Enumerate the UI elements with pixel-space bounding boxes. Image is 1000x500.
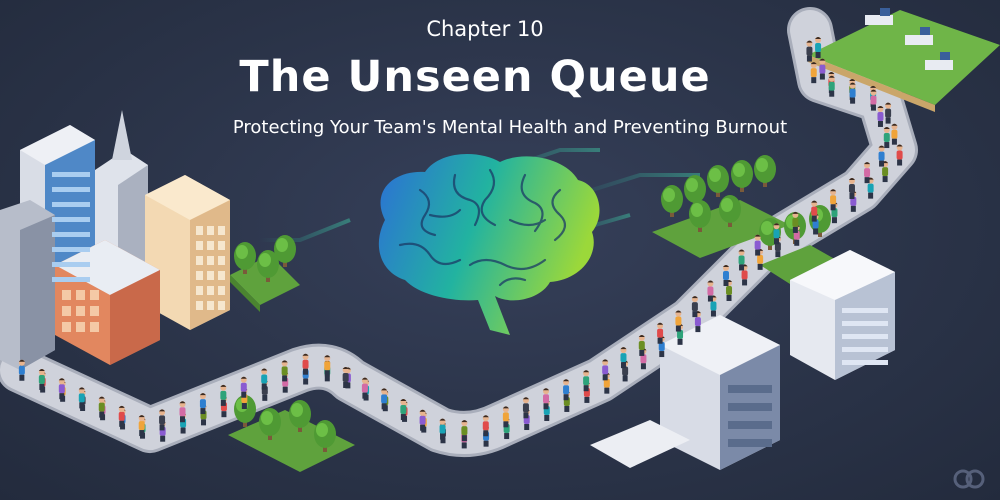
person-icon (220, 385, 226, 406)
person-icon (119, 406, 125, 427)
person-icon (159, 409, 165, 430)
person-icon (774, 223, 780, 244)
person-icon (461, 420, 467, 441)
person-icon (657, 323, 663, 344)
person-icon (707, 281, 713, 302)
person-icon (755, 235, 761, 256)
person-icon (897, 145, 903, 166)
person-icon (39, 369, 45, 390)
page-title: The Unseen Queue (239, 52, 711, 102)
person-icon (503, 406, 509, 427)
brain-icon (379, 154, 600, 335)
person-icon (523, 397, 529, 418)
person-icon (381, 388, 387, 409)
person-icon (180, 401, 186, 422)
person-icon (639, 335, 645, 356)
person-icon (620, 347, 626, 368)
person-icon (563, 379, 569, 400)
person-icon (79, 387, 85, 408)
left-buildings (0, 110, 230, 370)
logo-mark-icon (952, 468, 986, 490)
person-icon (583, 370, 589, 391)
person-icon (440, 419, 446, 440)
tree-icon (707, 165, 729, 197)
person-icon (830, 189, 836, 210)
person-icon (400, 399, 406, 420)
person-icon (200, 393, 206, 414)
person-icon (99, 397, 105, 418)
person-icon (303, 354, 309, 375)
person-icon (739, 249, 745, 270)
person-icon (675, 311, 681, 332)
person-icon (261, 369, 267, 390)
tree-icon (731, 160, 753, 192)
person-icon (543, 388, 549, 409)
person-icon (723, 265, 729, 286)
person-icon (602, 359, 608, 380)
person-icon (139, 415, 145, 436)
chapter-label: Chapter 10 (426, 17, 544, 41)
person-icon (811, 201, 817, 222)
person-icon (420, 410, 426, 431)
person-icon (692, 296, 698, 317)
person-icon (864, 162, 870, 183)
person-icon (343, 367, 349, 388)
page-subtitle: Protecting Your Team's Mental Health and Preventing Burnout (232, 117, 788, 138)
person-icon (879, 146, 885, 167)
person-icon (792, 212, 798, 233)
person-icon (483, 415, 489, 436)
person-icon (282, 360, 288, 381)
person-icon (362, 378, 368, 399)
person-icon (59, 378, 65, 399)
person-icon (241, 377, 247, 398)
person-icon (19, 360, 25, 381)
tree-icon (754, 155, 776, 187)
person-icon (849, 178, 855, 199)
person-icon (324, 355, 330, 376)
tree-icon (661, 185, 683, 217)
